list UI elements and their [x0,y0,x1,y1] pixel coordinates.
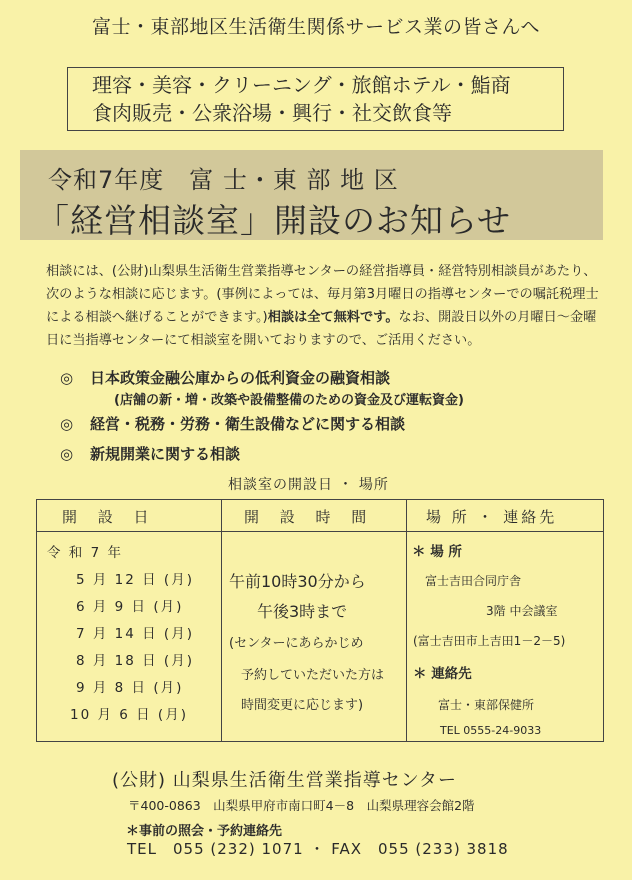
time-end: 午後3時まで [257,602,348,621]
organization-address: 〒400-0863 山梨県甲府市南口町4－8 山梨県理容会館2階 [128,798,475,813]
time-note: 時間変更に応じます) [241,698,364,713]
double-circle-icon: ◎ [60,445,74,463]
business-types-box [67,67,564,131]
schedule-year: 令 和 7 年 [47,545,123,561]
header-time: 開 設 時 間 [244,508,375,526]
title-line-2: 「経営相談室」開設のお知らせ [36,201,512,240]
table-divider [221,500,222,741]
reservation-note: ＊事前の照会・予約連絡先 [126,824,283,839]
consultation-text: 新規開業に関する相談 [90,445,241,463]
header-line: 富士・東部地区生活衛生関係サービス業の皆さんへ [91,16,541,38]
place-label: ＊ 場 所 [412,544,462,560]
consultation-item [60,413,405,434]
intro-free-notice: 相談は全て無料です。 [267,310,399,325]
intro-text-part-1: 相談には、(公財)山梨県生活衛生営業指導センターの経営指導員・経営特別相談員があたり、次のような相談に応じます。(事例によっては、毎月第3月曜日の指導センターでの嘱託税理士による相談へ継げることができます。) [46,264,599,325]
header-date: 開 設 日 [62,508,157,526]
place-address: (富士吉田市上吉田1－2－5) [413,634,566,648]
schedule-date: 9 月 8 日 (月) [76,680,184,696]
table-header-divider [37,531,603,532]
intro-paragraph [46,260,606,352]
consultation-item [60,367,390,388]
schedule-caption: 相談室の開設日 ・ 場所 [228,477,389,493]
place-room: 3階 中会議室 [486,604,558,618]
double-circle-icon: ◎ [60,415,74,433]
consultation-text: 日本政策金融公庫からの低利資金の融資相談 [90,369,391,387]
title-line-1: 令和7年度 富 士・東 部 地 区 [48,166,399,194]
intro-text-part-2: なお、開設日以外の月曜日～金曜日に当指導センターにて相談室を開いておりますので、ご活用ください。 [46,310,597,348]
table-divider [406,500,407,741]
schedule-date: 8 月 18 日 (月) [76,653,194,669]
time-note: 予約していただいた方は [241,668,385,683]
time-start: 午前10時30分から [229,572,366,591]
organization-name: (公財) 山梨県生活衛生営業指導センター [112,770,458,791]
contact-phone-fax: TEL 055 (232) 1071 ・ FAX 055 (233) 3818 [127,840,509,858]
business-types-line-2: 食肉販売・公衆浴場・興行・社交飲食等 [92,101,452,125]
double-circle-icon: ◎ [60,369,74,387]
business-types-line-1: 理容・美容・クリーニング・旅館ホテル・鮨商 [92,73,511,97]
schedule-date: 7 月 14 日 (月) [76,626,194,642]
schedule-date: 10 月 6 日 (月) [70,707,188,723]
header-place: 場 所 ・ 連絡先 [426,508,558,526]
consultation-item [60,443,240,464]
contact-tel: TEL 0555-24-9033 [440,724,542,737]
contact-label: ＊ 連絡先 [413,666,472,682]
time-note: (センターにあらかじめ [229,636,364,651]
consultation-subtext: (店舗の新・増・改築や設備整備のための資金及び運転資金) [114,393,464,408]
schedule-date: 5 月 12 日 (月) [76,572,194,588]
schedule-date: 6 月 9 日 (月) [76,599,184,615]
contact-name: 富士・東部保健所 [438,698,535,712]
place-name: 富士吉田合同庁舎 [425,574,522,588]
consultation-text: 経営・税務・労務・衛生設備などに関する相談 [90,415,406,433]
